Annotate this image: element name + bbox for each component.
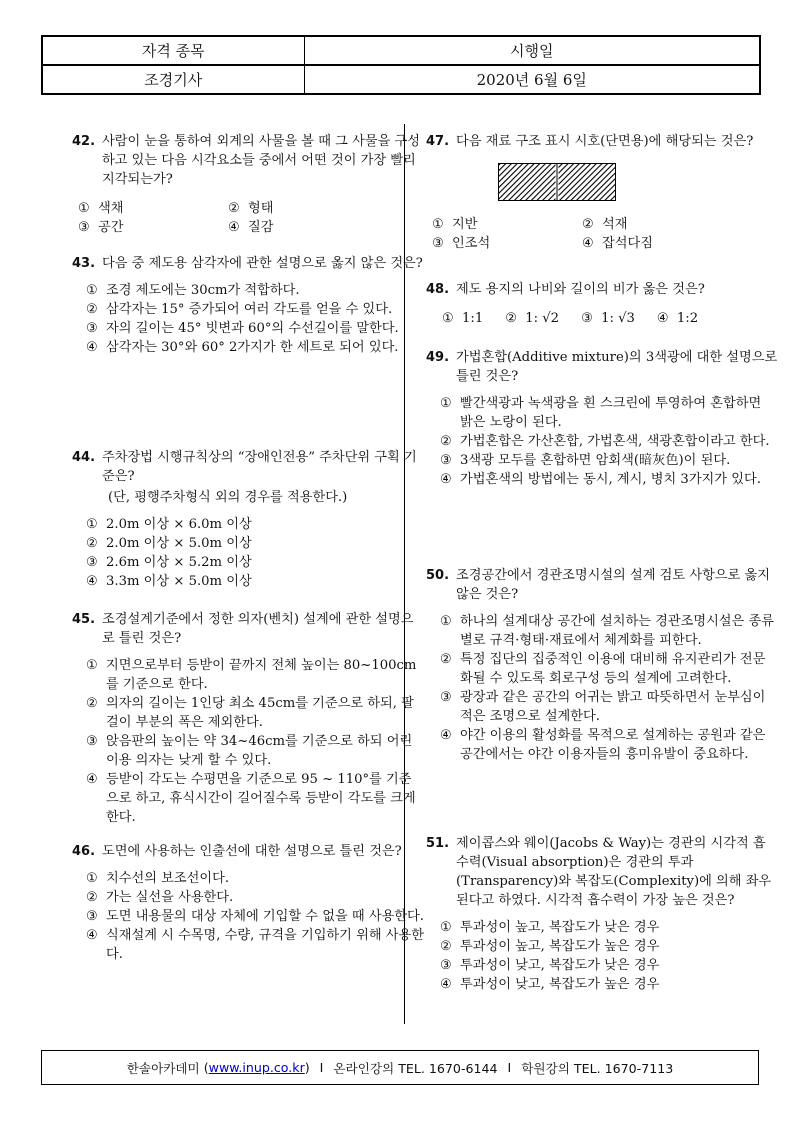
option-text: 식재설계 시 수목명, 수량, 규격을 기입하기 위해 사용한다. <box>106 928 424 962</box>
option-mark: ① <box>86 871 98 886</box>
options <box>426 215 778 253</box>
option-text: 인조석 <box>452 236 491 251</box>
options <box>72 281 424 357</box>
option-4[interactable] <box>440 726 778 764</box>
option-mark: ① <box>432 217 444 232</box>
option-text: 색채 <box>98 201 124 216</box>
question-header <box>72 842 424 861</box>
option-1[interactable] <box>86 281 424 300</box>
option-mark: ③ <box>581 311 593 326</box>
option-1[interactable] <box>86 656 424 694</box>
option-1[interactable] <box>86 515 424 534</box>
option-mark: ① <box>86 517 98 532</box>
option-mark: ③ <box>440 453 452 468</box>
footer-academy-name: 한솔아카데미 <box>126 1061 200 1076</box>
question-number: 51. <box>426 836 450 851</box>
question-text: 제도 용지의 나비와 길이의 비가 옳은 것은? <box>456 282 705 297</box>
question-43 <box>72 254 424 357</box>
option-text: 삼각자는 15° 증가되어 여러 각도를 얻을 수 있다. <box>106 302 393 317</box>
footer-separator: I <box>507 1060 512 1075</box>
option-3[interactable] <box>440 956 778 975</box>
option-mark: ④ <box>440 728 452 743</box>
option-text: 공간 <box>98 220 124 235</box>
option-2[interactable] <box>86 888 424 907</box>
question-header <box>426 834 778 910</box>
option-text: 삼각자는 30°와 60° 2가지가 한 세트로 되어 있다. <box>106 340 399 355</box>
options <box>72 656 424 827</box>
option-mark: ④ <box>656 311 669 326</box>
footer-website-link[interactable]: www.inup.co.kr <box>208 1060 305 1075</box>
option-text: 질감 <box>248 220 274 235</box>
option-3[interactable] <box>432 234 582 253</box>
header-label-date: 시행일 <box>304 36 760 65</box>
question-number: 45. <box>72 612 96 627</box>
option-mark: ① <box>86 283 98 298</box>
option-text: 야간 이용의 활성화를 목적으로 설계하는 공원과 같은 공간에서는 야간 이용자들의 흥미유발이 중요하다. <box>460 728 766 762</box>
option-text: 가는 실선을 사용한다. <box>106 890 234 905</box>
option-text: 2.0m 이상 × 6.0m 이상 <box>106 517 252 532</box>
options <box>72 515 424 591</box>
option-3[interactable] <box>581 309 635 328</box>
question-header <box>426 132 778 151</box>
option-mark: ① <box>86 658 98 673</box>
question-header <box>72 610 424 648</box>
question-number: 44. <box>72 450 96 465</box>
footer-link-wrapper: (www.inup.co.kr) <box>199 1060 310 1075</box>
option-mark: ① <box>440 614 452 629</box>
option-mark: ③ <box>432 236 444 251</box>
option-text: 특정 집단의 집중적인 이용에 대비해 유지관리가 전문화될 수 있도록 회로구성 등의 설계에 고려한다. <box>460 652 766 686</box>
option-text: 잡석다짐 <box>602 236 653 251</box>
options <box>72 199 424 237</box>
question-text: 다음 중 제도용 삼각자에 관한 설명으로 옳지 않은 것은? <box>102 256 423 271</box>
header-value-date: 2020년 6월 6일 <box>304 65 760 94</box>
option-4[interactable] <box>440 975 778 994</box>
option-mark: ① <box>440 920 452 935</box>
option-text: 지면으로부터 등받이 끝까지 전체 높이는 80~100cm를 기준으로 한다. <box>106 658 417 692</box>
question-header <box>426 280 778 299</box>
option-mark: ② <box>505 311 518 326</box>
question-text: 다음 재료 구조 표시 시호(단면용)에 해당되는 것은? <box>456 134 754 149</box>
option-4[interactable] <box>582 234 732 253</box>
option-text: 가법혼색의 방법에는 동시, 계시, 병치 3가지가 있다. <box>460 472 761 487</box>
option-text: 1: √2 <box>525 311 560 326</box>
option-text: 투과성이 낮고, 복잡도가 낮은 경우 <box>460 958 660 973</box>
option-1[interactable] <box>440 918 778 937</box>
option-text: 도면 내용물의 대상 자체에 기입할 수 없을 때 사용한다. <box>106 909 424 924</box>
option-text: 하나의 설계대상 공간에 설치하는 경관조명시설은 종류별로 규격·형태·재료에서 체계화를 피한다. <box>460 614 774 648</box>
option-text: 의자의 길이는 1인당 최소 45cm를 기준으로 하되, 팔걸이 부분의 폭은 제외한다. <box>106 696 414 730</box>
material-symbol-figure <box>498 163 616 201</box>
header-value-subject: 조경기사 <box>42 65 304 94</box>
option-text: 2.6m 이상 × 5.2m 이상 <box>106 555 252 570</box>
option-4[interactable] <box>228 218 378 237</box>
option-text: 3.3m 이상 × 5.0m 이상 <box>106 574 252 589</box>
question-number: 46. <box>72 844 96 859</box>
option-text: 2.0m 이상 × 5.0m 이상 <box>106 536 252 551</box>
option-mark: ③ <box>86 734 98 749</box>
question-number: 42. <box>72 134 96 149</box>
question-number: 47. <box>426 134 450 149</box>
option-1[interactable] <box>442 309 483 328</box>
footer-offline-phone: 학원강의 TEL. 1670-7113 <box>521 1061 674 1076</box>
question-header <box>72 448 424 507</box>
option-2[interactable] <box>86 300 424 319</box>
question-header <box>72 132 424 189</box>
options <box>426 612 778 764</box>
exam-header-table <box>41 35 761 95</box>
option-mark: ③ <box>440 690 452 705</box>
option-text: 빨간색광과 녹색광을 흰 스크린에 투영하여 혼합하면 밝은 노랑이 된다. <box>460 396 762 430</box>
option-4[interactable] <box>86 926 424 964</box>
option-mark: ④ <box>86 340 98 355</box>
question-text: 제이콥스와 웨이(Jacobs & Way)는 경관의 시각적 흡수력(Visual absorption)은 경관의 투과(Transparency)와 복잡도(Complexity)에 의해 좌우된다고 하였다. 시각적 흡수력이 가장 높은 것은? <box>456 836 772 908</box>
option-2[interactable] <box>86 694 424 732</box>
option-3[interactable] <box>86 907 424 926</box>
option-text: 앉음판의 높이는 약 34~46cm를 기준으로 하되 어린이용 의자는 낮게 할 수 있다. <box>106 734 413 768</box>
options <box>426 918 778 994</box>
option-1[interactable] <box>432 215 582 234</box>
question-text: 조경공간에서 경관조명시설의 설계 검토 사항으로 옳지 않은 것은? <box>456 568 770 602</box>
option-mark: ② <box>86 696 98 711</box>
options <box>72 869 424 964</box>
option-mark: ① <box>440 396 452 411</box>
question-49 <box>426 348 778 489</box>
option-mark: ③ <box>86 321 98 336</box>
option-2[interactable] <box>440 432 778 451</box>
question-text: 조경설계기준에서 정한 의자(벤치) 설계에 관한 설명으로 틀린 것은? <box>102 612 414 646</box>
question-46 <box>72 842 424 964</box>
option-mark: ② <box>582 217 594 232</box>
option-text: 투과성이 낮고, 복잡도가 높은 경우 <box>460 977 660 992</box>
options <box>426 309 778 328</box>
option-mark: ② <box>440 939 452 954</box>
option-2[interactable] <box>440 937 778 956</box>
footer-online-phone: 온라인강의 TEL. 1670-6144 <box>333 1061 498 1076</box>
option-text: 지반 <box>452 217 478 232</box>
option-mark: ② <box>440 652 452 667</box>
option-mark: ② <box>228 201 240 216</box>
option-text: 3색광 모두를 혼합하면 암회색(暗灰色)이 된다. <box>460 453 731 468</box>
question-header <box>426 566 778 604</box>
option-4[interactable] <box>440 470 778 489</box>
option-2[interactable] <box>505 309 559 328</box>
option-1[interactable] <box>86 869 424 888</box>
option-4[interactable] <box>86 338 424 357</box>
option-mark: ③ <box>78 220 90 235</box>
option-mark: ① <box>442 311 454 326</box>
question-text: 사람이 눈을 통하여 외계의 사물을 볼 때 그 사물을 구성하고 있는 다음 시각요소들 중에서 어떤 것이 가장 빨리 지각되는가? <box>102 134 420 187</box>
question-48 <box>426 280 778 328</box>
option-text: 등받이 각도는 수평면을 기준으로 95 ~ 110°를 기준으로 하고, 휴식시간이 길어질수록 등받이 각도를 크게 한다. <box>106 772 416 825</box>
option-mark: ④ <box>86 574 98 589</box>
option-text: 1:2 <box>676 311 699 326</box>
option-3[interactable] <box>440 688 778 726</box>
question-42 <box>72 132 424 237</box>
option-mark: ④ <box>440 977 452 992</box>
header-label-subject: 자격 종목 <box>42 36 304 65</box>
option-mark: ② <box>86 890 98 905</box>
question-header <box>426 348 778 386</box>
question-number: 50. <box>426 568 450 583</box>
option-text: 가법혼합은 가산혼합, 가법혼색, 색광혼합이라고 한다. <box>460 434 770 449</box>
option-4[interactable] <box>86 770 424 827</box>
option-text: 치수선의 보조선이다. <box>106 871 230 886</box>
question-51 <box>426 834 778 994</box>
option-4[interactable] <box>86 572 424 591</box>
question-45 <box>72 610 424 827</box>
question-text: 도면에 사용하는 인출선에 대한 설명으로 틀린 것은? <box>102 844 402 859</box>
option-1[interactable] <box>440 612 778 650</box>
option-3[interactable] <box>86 553 424 572</box>
question-44 <box>72 448 424 591</box>
option-mark: ③ <box>86 555 98 570</box>
option-text: 자의 길이는 45° 빗변과 60°의 수선길이를 말한다. <box>106 321 399 336</box>
option-mark: ④ <box>86 928 98 943</box>
question-text: 가법혼합(Additive mixture)의 3색광에 대한 설명으로 틀린 것은? <box>456 350 778 384</box>
footer-bar <box>41 1050 759 1085</box>
question-50 <box>426 566 778 764</box>
option-2[interactable] <box>86 534 424 553</box>
option-text: 투과성이 높고, 복잡도가 높은 경우 <box>460 939 660 954</box>
option-mark: ② <box>86 302 98 317</box>
option-mark: ② <box>86 536 98 551</box>
option-mark: ④ <box>86 772 98 787</box>
question-note: (단, 평행주차형식 외의 경우를 적용한다.) <box>108 490 348 505</box>
option-text: 1: √3 <box>601 311 635 326</box>
option-text: 석재 <box>602 217 628 232</box>
question-47 <box>426 132 778 253</box>
footer-separator: I <box>319 1060 324 1075</box>
option-text: 형태 <box>248 201 274 216</box>
option-text: 조경 제도에는 30cm가 적합하다. <box>106 283 300 298</box>
option-mark: ④ <box>440 472 452 487</box>
option-mark: ③ <box>440 958 452 973</box>
hatch-pattern-icon <box>499 164 615 200</box>
option-1[interactable] <box>440 394 778 432</box>
option-2[interactable] <box>582 215 732 234</box>
option-2[interactable] <box>228 199 378 218</box>
option-3[interactable] <box>78 218 228 237</box>
option-3[interactable] <box>86 319 424 338</box>
option-mark: ③ <box>86 909 98 924</box>
options <box>426 394 778 489</box>
option-1[interactable] <box>78 199 228 218</box>
option-3[interactable] <box>86 732 424 770</box>
option-2[interactable] <box>440 650 778 688</box>
option-3[interactable] <box>440 451 778 470</box>
question-number: 49. <box>426 350 450 365</box>
option-mark: ① <box>78 201 90 216</box>
option-mark: ④ <box>228 220 240 235</box>
option-text: 투과성이 높고, 복잡도가 낮은 경우 <box>460 920 660 935</box>
option-mark: ② <box>440 434 452 449</box>
question-number: 43. <box>72 256 96 271</box>
option-text: 1:1 <box>462 311 484 326</box>
option-text: 광장과 같은 공간의 어귀는 밝고 따뜻하면서 눈부심이 적은 조명으로 설계한다. <box>460 690 766 724</box>
question-text: 주차장법 시행규칙상의 “장애인전용” 주차단위 구획 기준은? <box>102 450 417 484</box>
question-number: 48. <box>426 282 450 297</box>
option-4[interactable] <box>657 309 698 328</box>
question-header <box>72 254 424 273</box>
option-mark: ④ <box>582 236 594 251</box>
